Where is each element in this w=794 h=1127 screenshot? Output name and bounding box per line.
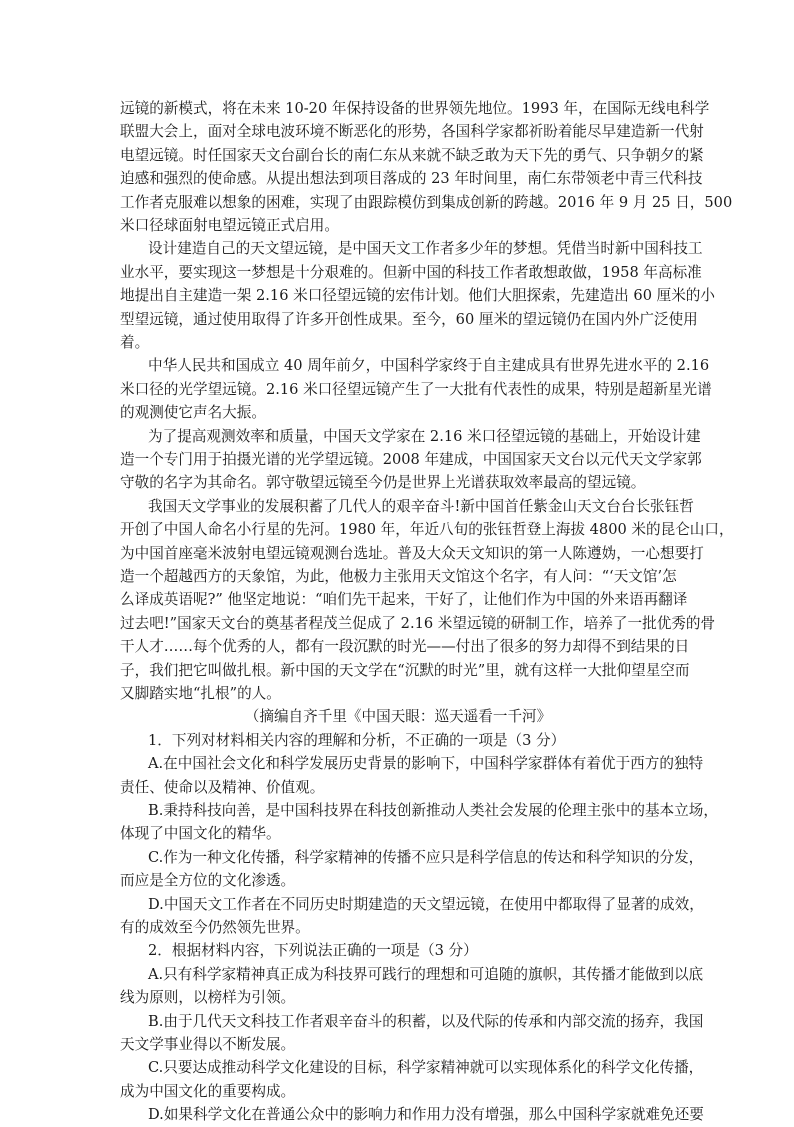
option-c-cont: 而应是全方位的文化渗透。 (120, 872, 296, 890)
option-a: A.只有科学家精神真正成为科技界可践行的理想和可追随的旗帜，其传播才能做到以底 (148, 965, 704, 983)
paragraph-line: 联盟大会上，面对全球电波环境不断恶化的形势，各国科学家都祈盼着能尽早建造新一代射 (120, 123, 704, 141)
paragraph-line: 电望远镜。时任国家天文台副台长的南仁东从来就不缺乏敢为天下先的勇气、只争朝夕的紧 (120, 146, 704, 164)
paragraph-line: 迫感和强烈的使命感。从提出想法到项目落成的 23 年时间里，南仁东带领老中青三代科技 (120, 170, 703, 188)
paragraph-line: 么译成英语呢?” 他坚定地说：“咱们先干起来，干好了，让他们作为中国的外来语再翻译 (120, 591, 688, 609)
paragraph-line: 地提出自主建造一架 2.16 米口径望远镜的宏伟计划。他们大胆探索，先建造出 60 厘米的小 (120, 287, 715, 305)
option-a-cont: 责任、使命以及精神、价值观。 (120, 778, 325, 796)
paragraph-line: 设计建造自己的天文望远镜，是中国天文工作者多少年的梦想。凭借当时新中国科技工 (148, 240, 703, 258)
paragraph-line: 造一个超越西方的天象馆，为此，他极力主张用天文馆这个名字，有人问：“‘天文馆’怎 (120, 568, 677, 585)
option-c: C.作为一种文化传播，科学家精神的传播不应只是科学信息的传达和科学知识的分发， (148, 848, 704, 866)
paragraph-line: 我国天文学事业的发展积蓄了几代人的艰辛奋斗!新中国首任紫金山天文台台长张钰哲 (148, 497, 694, 515)
option-d: D.中国天文工作者在不同历史时期建造的天文望远镜，在使用中都取得了显著的成效， (148, 895, 704, 913)
option-a: A.在中国社会文化和科学发展历史背景的影响下，中国科学家群体有着优于西方的独特 (148, 755, 704, 773)
paragraph-line: 型望远镜，通过使用取得了许多开创性成果。至今，60 厘米的望远镜仍在国内外广泛使用 (120, 310, 698, 328)
paragraph-line: 业水平，要实现这一梦想是十分艰难的。但新中国的科技工作者敢想敢做，1958 年高标准 (120, 263, 702, 281)
source-citation: （摘编自齐千里《中国天眼：巡天遥看一千河》 (244, 708, 552, 726)
paragraph-line: 造一个专门用于拍摄光谱的光学望远镜。2008 年建成，中国国家天文台以元代天文学家郭 (120, 451, 702, 468)
paragraph-line: 为中国首座毫米波射电望远镜观测台选址。普及大众天文知识的第一人陈遵妫，一心想要打 (120, 544, 704, 562)
paragraph-line: 工作者克服难以想象的困难，实现了由跟踪模仿到集成创新的跨越。2016 年 9 月 25 日，500 (120, 193, 733, 211)
paragraph-line: 开创了中国人命名小行星的先河。1980 年，年近八旬的张钰哲登上海拔 4800 米的昆仑山口， (120, 521, 734, 539)
paragraph-line: 的观测使它声名大振。 (120, 404, 266, 422)
paragraph-line: 米口径的光学望远镜。2.16 米口径望远镜产生了一大批有代表性的成果，特别是超新星光谱 (120, 380, 712, 398)
paragraph-line: 过去吧!”国家天文台的奠基者程茂兰促成了 2.16 米望远镜的研制工作，培养了一批优秀的骨 (120, 614, 716, 632)
question-2-stem: 2．根据材料内容，下列说法正确的一项是（3 分） (148, 942, 478, 960)
option-c-cont: 成为中国文化的重要构成。 (120, 1082, 296, 1100)
option-b: B.由于几代天文科技工作者艰辛奋斗的积蓄，以及代际的传承和内部交流的扬弃，我国 (148, 1012, 704, 1030)
option-b: B.秉持科技向善，是中国科技界在科技创新推动人类社会发展的伦理主张中的基本立场， (148, 802, 718, 819)
option-c: C.只要达成推动科学文化建设的目标，科学家精神就可以实现体系化的科学文化传播， (148, 1059, 704, 1077)
option-b-cont: 天文学事业得以不断发展。 (120, 1036, 296, 1053)
paragraph-line: 远镜的新模式，将在未来 10-20 年保持设备的世界领先地位。1993 年，在国际无线电科学 (120, 100, 710, 117)
option-d-cont: 有的成效至今仍然领先世界。 (120, 919, 310, 936)
paragraph-line: 又脚踏实地“扎根”的人。 (120, 685, 281, 702)
paragraph-line: 子，我们把它叫做扎根。新中国的天文学在“沉默的时光”里，就有这样一大批仰望星空而 (120, 661, 690, 679)
option-a-cont: 线为原则，以榜样为引领。 (120, 989, 296, 1007)
question-1-stem: 1．下列对材料相关内容的理解和分析，不正确的一项是（3 分） (148, 731, 566, 749)
paragraph-line: 中华人民共和国成立 40 周年前夕，中国科学家终于自主建成具有世界先进水平的 2.16 (148, 357, 710, 375)
paragraph-line: 为了提高观测效率和质量，中国天文学家在 2.16 米口径望远镜的基础上，开始设计建 (148, 427, 701, 445)
paragraph-line: 守敬的名字为其命名。郭守敬望远镜至今仍是世界上光谱获取效率最高的望远镜。 (120, 474, 646, 492)
option-d: D.如果科学文化在普通公众中的影响力和作用力没有增强，那么中国科学家就难免还要 (148, 1106, 704, 1124)
paragraph-line: 干人才……每个优秀的人，都有一段沉默的时光——付出了很多的努力却得不到结果的日 (120, 638, 690, 656)
paragraph-line: 着。 (120, 334, 150, 351)
paragraph-line: 米口径球面射电望远镜正式启用。 (120, 217, 339, 234)
option-b-cont: 体现了中国文化的精华。 (120, 825, 281, 843)
